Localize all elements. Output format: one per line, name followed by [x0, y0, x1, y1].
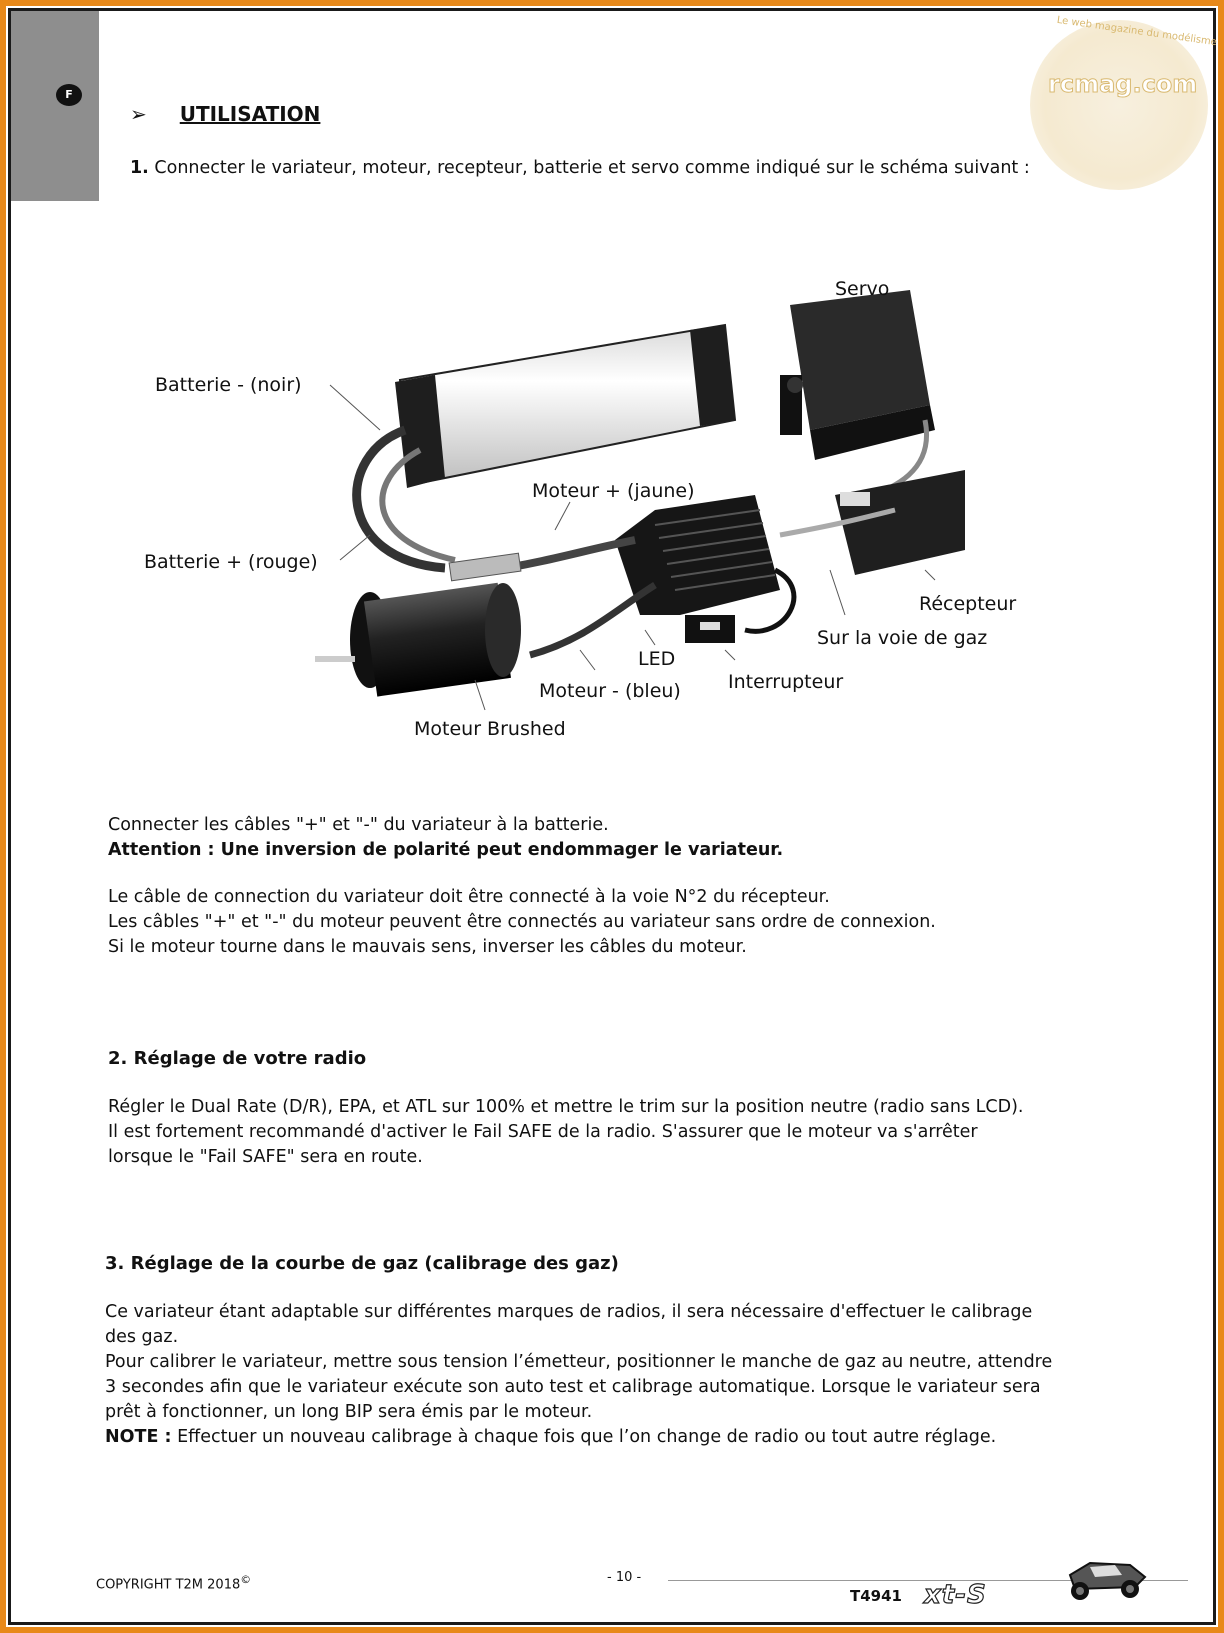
attention-warning: Attention : Une inversion de polarité peut endommager le variateur.	[108, 840, 784, 860]
wiring-diagram	[135, 270, 1135, 780]
label-recepteur: Récepteur	[919, 593, 1017, 615]
note-label: NOTE :	[105, 1427, 172, 1447]
copyright-mark: ©	[240, 1573, 252, 1586]
section-2-line-1: Régler le Dual Rate (D/R), EPA, et ATL sur 100% et mettre le trim sur la position neutre (radio sans LCD).	[108, 1097, 1024, 1117]
product-code: T4941	[850, 1587, 902, 1605]
wiring-diagram-illustration	[135, 270, 1135, 780]
cable-line-1: Le câble de connection du variateur doit être connecté à la voie N°2 du récepteur.	[108, 887, 830, 907]
note-text: Effectuer un nouveau calibrage à chaque fois que l’on change de radio ou tout autre réglage.	[171, 1427, 997, 1447]
servo-icon	[780, 290, 935, 460]
section-2-text	[108, 1095, 1023, 1170]
cable-paragraph	[108, 885, 936, 960]
label-moteur-bleu: Moteur - (bleu)	[539, 680, 681, 702]
step-number: 1.	[130, 158, 149, 178]
label-moteur-brushed: Moteur Brushed	[414, 718, 566, 740]
section-2-line-2: Il est fortement recommandé d'activer le Fail SAFE de la radio. S'assurer que le moteur va s'arrêter	[108, 1122, 978, 1142]
page-number: - 10 -	[607, 1570, 642, 1585]
watermark-logo	[1030, 20, 1208, 190]
label-voie-gaz: Sur la voie de gaz	[817, 627, 988, 649]
section-title: UTILISATION	[179, 102, 321, 126]
label-moteur-jaune: Moteur + (jaune)	[532, 480, 695, 502]
section-3-title: 3. Réglage de la courbe de gaz (calibrage des gaz)	[105, 1253, 619, 1274]
product-logo: xt-S	[924, 1580, 987, 1610]
connection-text: Connecter les câbles "+" et "-" du variateur à la batterie.	[108, 815, 609, 835]
receiver-icon	[835, 470, 965, 575]
motor-icon	[315, 583, 521, 697]
language-tab	[11, 11, 99, 201]
label-servo: Servo	[835, 278, 890, 300]
arrow-bullet-icon: ➢	[130, 102, 147, 126]
section-3-line-5: prêt à fonctionner, un long BIP sera émis par le moteur.	[105, 1402, 593, 1422]
section-3-line-1: Ce variateur étant adaptable sur différentes marques de radios, il sera nécessaire d'effectuer le calibrage	[105, 1302, 1033, 1322]
label-batterie-noir: Batterie - (noir)	[155, 374, 302, 396]
copyright-text: COPYRIGHT T2M 2018	[96, 1577, 241, 1593]
battery-icon	[395, 325, 735, 488]
copyright	[96, 1573, 251, 1592]
section-3-line-4: 3 secondes afin que le variateur exécute son auto test et calibrage automatique. Lorsque le variateur sera	[105, 1377, 1041, 1397]
section-3-note	[105, 1425, 1052, 1450]
section-2-line-3: lorsque le "Fail SAFE" sera en route.	[108, 1147, 423, 1167]
truck-icon	[1060, 1555, 1150, 1605]
section-3-text	[105, 1300, 1052, 1450]
watermark-brand: rcmag.com	[1048, 70, 1198, 98]
watermark-tagline: Le web magazine du modélisme	[1056, 14, 1218, 49]
cable-line-2: Les câbles "+" et "-" du moteur peuvent être connectés au variateur sans ordre de connexion.	[108, 912, 936, 932]
label-led: LED	[638, 648, 676, 670]
label-interrupteur: Interrupteur	[728, 671, 844, 693]
connection-paragraph	[108, 813, 783, 863]
section-heading	[130, 102, 320, 126]
step-text: Connecter le variateur, moteur, recepteur, batterie et servo comme indiqué sur le schéma suivant :	[154, 158, 1030, 178]
cable-line-3: Si le moteur tourne dans le mauvais sens, inverser les câbles du moteur.	[108, 937, 747, 957]
section-3-line-3: Pour calibrer le variateur, mettre sous tension l’émetteur, positionner le manche de gaz au neutre, attendre	[105, 1352, 1053, 1372]
label-batterie-rouge: Batterie + (rouge)	[144, 551, 318, 573]
section-3-line-2: des gaz.	[105, 1327, 179, 1347]
step-1-instruction	[130, 158, 1030, 178]
section-2-title: 2. Réglage de votre radio	[108, 1048, 367, 1069]
language-badge: F	[56, 84, 82, 106]
